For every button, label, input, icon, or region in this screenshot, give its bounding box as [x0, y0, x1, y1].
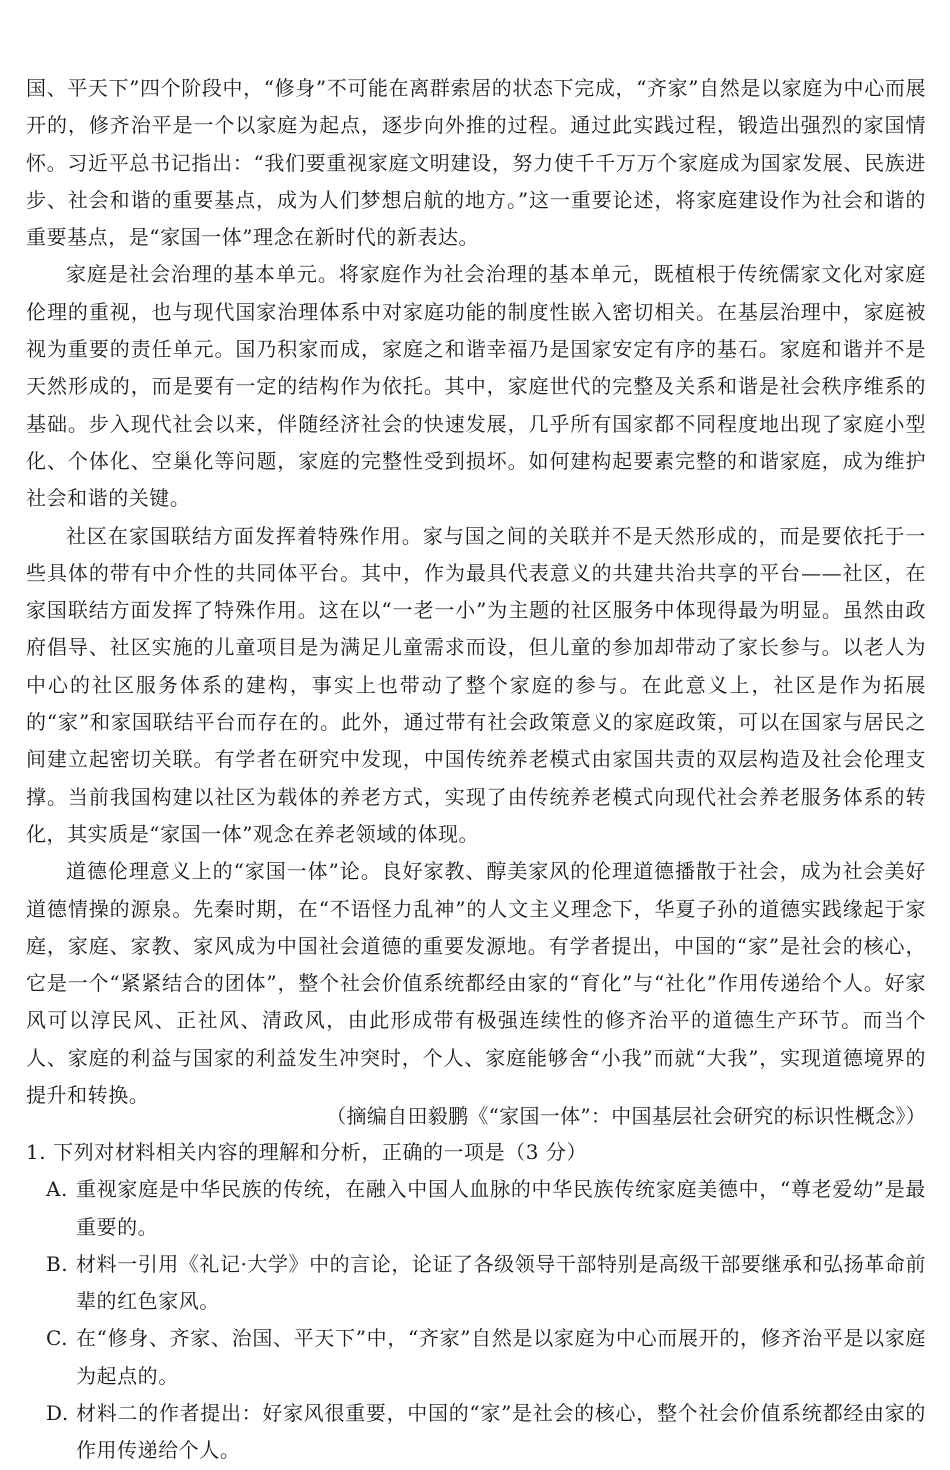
option-letter: C. — [46, 1326, 69, 1351]
option-text: 材料一引用《礼记·大学》中的言论，论证了各级领导干部特别是高级干部要继承和弘扬革命前辈的红色家风。 — [76, 1251, 926, 1314]
option-text: 材料二的作者提出：好家风很重要，中国的“家”是社会的核心，整个社会价值系统都经由家的作用传递给个人。 — [76, 1401, 926, 1463]
option-text: 重视家庭是中华民族的传统，在融入中国人血脉的中华民族传统家庭美德中，“尊老爱幼”是最重要的。 — [76, 1177, 926, 1239]
passage-paragraph-continued: 国、平天下”四个阶段中，“修身”不可能在离群索居的状态下完成，“齐家”自然是以家庭为中心而展开的，修齐治平是一个以家庭为起点，逐步向外推的过程。通过此实践过程，锻造出强烈的家国情怀。习近平总书记指出：“我们要重视家庭文明建设，努力使千千万万个家庭成为国家发展、民族进步、社会和谐的重要基点，成为人们梦想启航的地方。”这一重要论述，将家庭建设作为社会和谐的重要基点，是“家国一体”理念在新时代的新表达。 — [26, 76, 926, 250]
option-letter: A. — [46, 1177, 68, 1202]
passage-paragraph-family-governance: 家庭是社会治理的基本单元。将家庭作为社会治理的基本单元，既植根于传统儒家文化对家庭伦理的重视，也与现代国家治理体系中对家庭功能的制度性嵌入密切相关。在基层治理中，家庭被视为重要的责任单元。国乃积家而成，家庭之和谐幸福乃是国家安定有序的基石。家庭和谐并不是天然形成的，而是要有一定的结构作为依托。其中，家庭世代的完整及关系和谐是社会秩序维系的基础。步入现代社会以来，伴随经济社会的快速发展，几乎所有国家都不同程度地出现了家庭小型化、个体化、空巢化等问题，家庭的完整性受到损坏。如何建构起要素完整的和谐家庭，成为维护社会和谐的关键。 — [26, 262, 926, 511]
question-1 — [26, 1134, 926, 1470]
option-letter: D. — [46, 1401, 69, 1426]
question-stem: 1. 下列对材料相关内容的理解和分析，正确的一项是（3 分） — [26, 1140, 588, 1164]
option-a — [46, 1171, 926, 1246]
reading-passage — [26, 70, 926, 1114]
passage-paragraph-community: 社区在家国联结方面发挥着特殊作用。家与国之间的关联并不是天然形成的，而是要依托于一些具体的带有中介性的共同体平台。其中，作为最具代表意义的共建共治共享的平台——社区，在家国联结方面发挥了特殊作用。这在以“一老一小”为主题的社区服务中体现得最为明显。虽然由政府倡导、社区实施的儿童项目是为满足儿童需求而设，但儿童的参加却带动了家长参与。以老人为中心的社区服务体系的建构，事实上也带动了整个家庭的参与。在此意义上，社区是作为拓展的“家”和家国联结平台而存在的。此外，通过带有社会政策意义的家庭政策，可以在国家与居民之间建立起密切关联。有学者在研究中发现，中国传统养老模式由家国共责的双层构造及社会伦理支撑。当前我国构建以社区为载体的养老方式，实现了由传统养老模式向现代社会养老服务体系的转化，其实质是“家国一体”观念在养老领域的体现。 — [26, 523, 926, 846]
passage-paragraph-moral-ethics: 道德伦理意义上的“家国一体”论。良好家教、醇美家风的伦理道德播散于社会，成为社会美好道德情操的源泉。先秦时期，在“不语怪力乱神”的人文主义理念下，华夏子孙的道德实践缘起于家庭，家庭、家教、家风成为中国社会道德的重要发源地。有学者提出，中国的“家”是社会的核心，它是一个“紧紧结合的团体”，整个社会价值系统都经由家的“育化”与“社化”作用传递给个人。好家风可以淳民风、正社风、清政风，由此形成带有极强连续性的修齐治平的道德生产环节。而当个人、家庭的利益与国家的利益发生冲突时，个人、家庭能够舍“小我”而就“大我”，实现道德境界的提升和转换。 — [26, 859, 926, 1108]
option-letter: B. — [46, 1251, 69, 1276]
option-d — [46, 1395, 926, 1470]
passage-source-citation: （摘编自田毅鹏《“家国一体”：中国基层社会研究的标识性概念》） — [326, 1104, 926, 1128]
option-c — [46, 1320, 926, 1395]
option-b — [46, 1246, 926, 1321]
option-text: 在“修身、齐家、治国、平天下”中，“齐家”自然是以家庭为中心而展开的，修齐治平是以家庭为起点的。 — [76, 1326, 926, 1388]
